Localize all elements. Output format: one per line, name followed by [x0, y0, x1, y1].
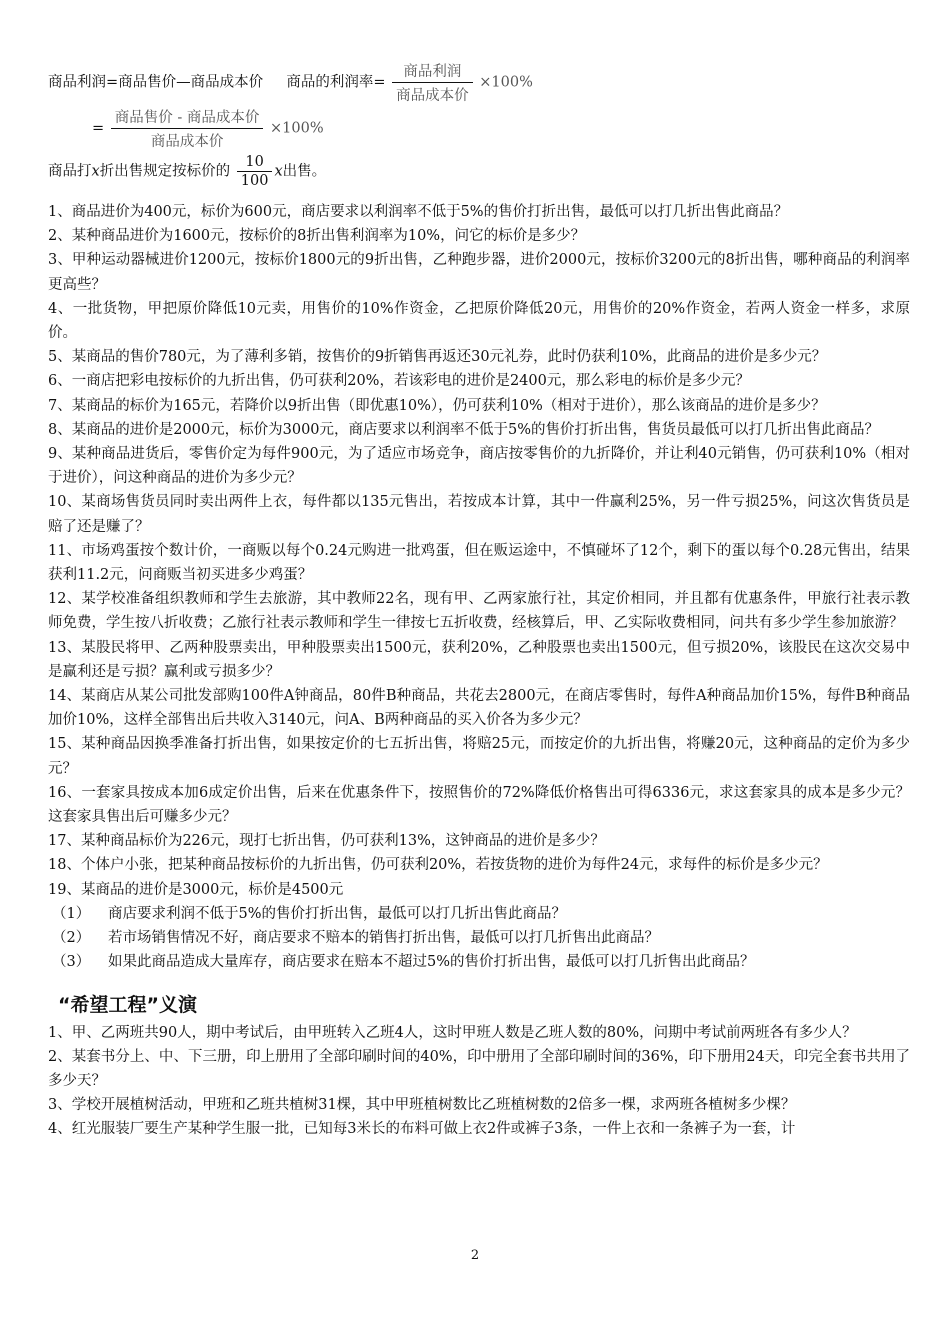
- page-number: 2: [470, 1248, 480, 1263]
- discount-text-mid: 折出售规定按标价的: [99, 163, 231, 180]
- problem-item: 4、红光服装厂要生产某种学生服一批，已知每3米长的布料可做上衣2件或裤子3条，一件上衣和一条裤子为一套，计: [48, 1121, 796, 1138]
- sub-question: [48, 902, 910, 926]
- problem-list: [48, 200, 910, 1142]
- sub-question-text: 如果此商品造成大量库存，商店要求在赔本不超过5%的售价打折出售，最低可以打几折售出此商品？: [108, 954, 755, 971]
- problem-item: 16、一套家具按成本加6成定价出售，后来在优惠条件下，按照售价的72%降低价格售出可得6336元，求这套家具的成本是多少元？这套家具售出后可赚多少元？: [48, 784, 910, 826]
- times-100-percent: ×100%: [479, 74, 533, 91]
- formula-discount: [48, 154, 326, 189]
- problem-item: 18、个体户小张，把某种商品按标价的九折出售，仍可获利20%，若按货物的进价为每件24元，求每件的标价是多少元？: [48, 857, 828, 874]
- problem-item: 12、某学校准备组织教师和学生去旅游，其中教师22名，现有甲、乙两家旅行社，其定价相同，并且都有优惠条件，甲旅行社表示教师免费，学生按八折收费；乙旅行社表示教师和学生一律按七五折收费，经核算后，甲、乙实际收费相同，问共有多少学生参加旅游？: [48, 591, 910, 632]
- profit-rate-label: 商品的利润率=: [286, 74, 386, 91]
- sub-question: [48, 926, 910, 950]
- sub-question-text: 商店要求利润不低于5%的售价打折出售，最低可以打几折出售此商品？: [108, 905, 567, 922]
- formula-profit-rate-expanded: [92, 106, 324, 151]
- problem-item: 1、商品进价为400元，标价为600元，商店要求以利润率不低于5%的售价打折出售，最低可以打几折出售此商品？: [48, 204, 789, 220]
- sub-question-number: （2）: [52, 930, 91, 947]
- problem-item: 3、学校开展植树活动，甲班和乙班共植树31棵，其中甲班植树数比乙班植树数的2倍多一棵，求两班各植树多少棵？: [48, 1097, 796, 1114]
- fraction-denominator: 100: [240, 173, 269, 189]
- problem-item: 13、某股民将甲、乙两种股票卖出，甲种股票卖出1500元，获利20%，乙种股票也卖出1500元，但亏损20%，该股民在这次交易中是赢利还是亏损？赢利或亏损多少？: [48, 639, 910, 680]
- times-100-percent: ×100%: [270, 120, 324, 137]
- fraction-numerator: 商品利润: [392, 60, 473, 83]
- problem-item: 9、某种商品进货后，零售价定为每件900元，为了适应市场竞争，商店按零售价的九折降价，并让利40元销售，仍可获利10%（相对于进价），问这种商品的进价为多少元？: [48, 446, 910, 487]
- problem-item: 6、一商店把彩电按标价的九折出售，仍可获利20%，若该彩电的进价是2400元，那么彩电的标价是多少元？: [48, 373, 750, 390]
- problem-item: 8、某商品的进价是2000元，标价为3000元，商店要求以利润率不低于5%的售价打折出售，售货员最低可以打几折出售此商品？: [48, 421, 880, 438]
- problem-item: 17、某种商品标价为226元，现打七折出售，仍可获利13%，这钟商品的进价是多少？: [48, 833, 605, 850]
- problem-item: 11、市场鸡蛋按个数计价，一商贩以每个0.24元购进一批鸡蛋，但在贩运途中，不慎碰坏了12个，剩下的蛋以每个0.28元售出，结果获利11.2元，问商贩当初买进多少鸡蛋？: [48, 542, 910, 584]
- problem-item: 19、某商品的进价是3000元，标价是4500元: [48, 881, 344, 898]
- equals-sign: =: [92, 120, 105, 137]
- discount-variable: x: [274, 163, 283, 180]
- fraction-numerator: 商品售价 - 商品成本价: [111, 106, 264, 129]
- problem-item: 2、某套书分上、中、下三册，印上册用了全部印刷时间的40%，印中册用了全部印刷时间的36%，印下册用24天，印完全套书共用了多少天？: [48, 1048, 910, 1089]
- problem-item: 1、甲、乙两班共90人，期中考试后，由甲班转入乙班4人，这时甲班人数是乙班人数的80%，问期中考试前两班各有多少人？: [48, 1024, 857, 1041]
- problem-item: 4、一批货物，甲把原价降低10元卖，用售价的10%作资金，乙把原价降低20元，用售价的20%作资金，若两人资金一样多，求原价。: [48, 300, 910, 342]
- discount-fraction: [237, 154, 273, 189]
- sub-question-number: （3）: [52, 954, 91, 971]
- fraction-denominator: 商品成本价: [396, 88, 469, 104]
- problem-item: 10、某商场售货员同时卖出两件上衣，每件都以135元售出，若按成本计算，其中一件赢利25%，另一件亏损25%，问这次售货员是赔了还是赚了？: [48, 494, 910, 535]
- sub-question-text: 若市场销售情况不好，商店要求不赔本的销售打折出售，最低可以打几折售出此商品？: [108, 930, 659, 947]
- formula-profit-rate: [48, 60, 533, 105]
- sub-question-number: （1）: [52, 905, 91, 922]
- discount-text-pre: 商品打: [48, 163, 92, 180]
- discount-text-post: 出售。: [282, 163, 327, 180]
- problem-item: 3、甲种运动器械进价1200元，按标价1800元的9折出售，乙种跑步器，进价2000元，按标价3200元的8折出售，哪种商品的利润率更高些？: [48, 252, 910, 293]
- problem-item: 2、某种商品进价为1600元，按标价的8折出售利润率为10%，问它的标价是多少？: [48, 228, 586, 245]
- problem-item: 15、某种商品因换季准备打折出售，如果按定价的七五折出售，将赔25元，而按定价的九折出售，将赚20元，这种商品的定价为多少元？: [48, 736, 910, 777]
- problem-item: 7、某商品的标价为165元，若降价以9折出售（即优惠10%），仍可获利10%（相对于进价），那么该商品的进价是多少？: [48, 397, 826, 414]
- profit-rate-fraction: [392, 60, 473, 105]
- problem-item: 14、某商店从某公司批发部购100件A钟商品，80件B种商品，共花去2800元，在商店零售时，每件A种商品加价15%，每件B种商品加价10%，这样全部售出后共收入3140元，问A、B两种商品的买入价各为多少元？: [48, 688, 910, 729]
- profit-definition: 商品利润=商品售价—商品成本价: [48, 74, 264, 91]
- sub-question: [48, 950, 910, 974]
- problem-item: 5、某商品的售价780元，为了薄利多销，按售价的9折销售再返还30元礼券，此时仍获利10%，此商品的进价是多少元？: [48, 349, 827, 366]
- expanded-rate-fraction: [111, 106, 264, 151]
- fraction-numerator: 10: [237, 154, 273, 172]
- fraction-denominator: 商品成本价: [150, 134, 224, 150]
- discount-variable: x: [91, 163, 100, 180]
- section-title: “希望工程”义演: [58, 993, 197, 1016]
